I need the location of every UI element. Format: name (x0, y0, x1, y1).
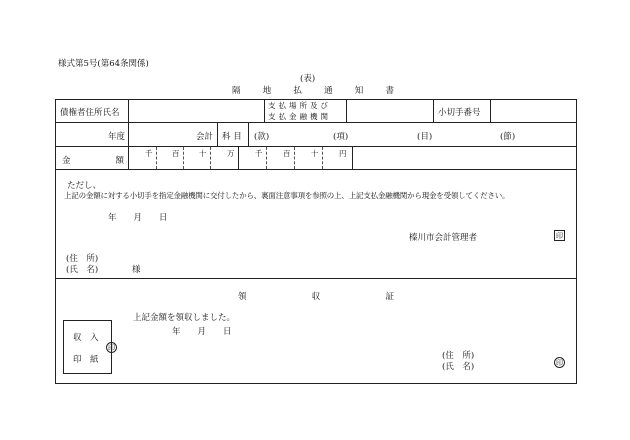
digit-divider (156, 147, 157, 169)
moku-label: (目) (417, 132, 433, 142)
digit-label: 千 (145, 149, 153, 158)
subject-label: 科 目 (222, 132, 242, 142)
receipt-address-label: (住 所) (442, 351, 475, 361)
account-label: 会計 (196, 132, 214, 142)
col-divider (128, 99, 129, 169)
notice-tadashi: ただし、 (67, 181, 102, 191)
title-char: 知 (354, 86, 364, 96)
receipt-title: 領 収 証 (238, 292, 394, 302)
col-divider (264, 99, 265, 122)
notice-sama: 様 (132, 265, 141, 275)
col-divider (433, 99, 434, 122)
digit-label: 百 (283, 149, 291, 158)
row-divider (55, 146, 577, 147)
fiscal-year-label: 年度 (108, 132, 126, 142)
digit-label: 千 (255, 149, 263, 158)
form-number: 様式第5号(第64条関係) (58, 59, 149, 69)
col-divider (248, 122, 249, 146)
payment-bank-field[interactable] (348, 101, 431, 120)
digit-label: 十 (311, 149, 319, 158)
digit-divider (183, 147, 184, 169)
digit-label: 万 (227, 149, 235, 158)
col-divider (346, 99, 347, 122)
stamp-seal-icon: 印 (108, 344, 115, 352)
revenue-stamp-box (63, 320, 112, 374)
digit-divider (322, 147, 323, 169)
notice-name-label: (氏 名) (66, 265, 99, 275)
receipt-seal-icon: 印 (556, 359, 563, 367)
amount-label: 金 額 (62, 156, 124, 166)
col-divider (490, 99, 491, 122)
check-number-field[interactable] (492, 101, 575, 120)
notice-body: 上記の金額に対する小切手を指定金融機関に交付したから、裏面注意事項を参照の上、上記支払金融機関から現金を受領してください。 (64, 191, 510, 200)
receipt-date: 年 月 日 (172, 327, 232, 337)
digit-label: 十 (199, 149, 207, 158)
title-char: 隔 (232, 86, 241, 96)
notice-address-label: (住 所) (66, 254, 99, 264)
title-char: 書 (385, 86, 394, 96)
issuer-name: 榛川市会計管理者 (409, 233, 478, 243)
title-char: 地 (262, 86, 272, 96)
title-char: 払 (293, 86, 302, 96)
digit-divider (266, 147, 267, 169)
digit-divider (294, 147, 295, 169)
kan-label: (款) (254, 132, 270, 142)
col-divider (217, 122, 218, 146)
digit-label: 百 (172, 149, 180, 158)
payment-place-label: 支払場所及び (268, 101, 331, 110)
kou-label: (項) (333, 132, 349, 142)
digit-divider (238, 146, 239, 169)
row-divider (55, 122, 577, 123)
notice-date: 年 月 日 (108, 213, 168, 223)
creditor-field[interactable] (130, 101, 262, 120)
issuer-seal-icon: 印 (556, 232, 563, 240)
payment-bank-label: 支払金融機関 (268, 112, 331, 121)
section-divider (55, 278, 577, 279)
row-divider (55, 169, 577, 170)
amount-right-border (352, 146, 353, 169)
form-frame (55, 99, 577, 384)
creditor-label: 債権者住所氏名 (60, 108, 120, 118)
receipt-body: 上記金額を領収しました。 (133, 313, 236, 323)
document-title (232, 84, 394, 96)
setsu-label: (節) (500, 132, 516, 142)
digit-label: 円 (339, 149, 347, 158)
receipt-name-label: (氏 名) (442, 362, 475, 372)
title-char: 通 (324, 86, 333, 96)
front-mark: (表) (300, 74, 316, 84)
digit-divider (210, 147, 211, 169)
revenue-stamp-label-2: 印 紙 (73, 355, 99, 365)
revenue-stamp-label-1: 収 入 (73, 333, 99, 343)
check-number-label: 小切手番号 (438, 108, 481, 118)
